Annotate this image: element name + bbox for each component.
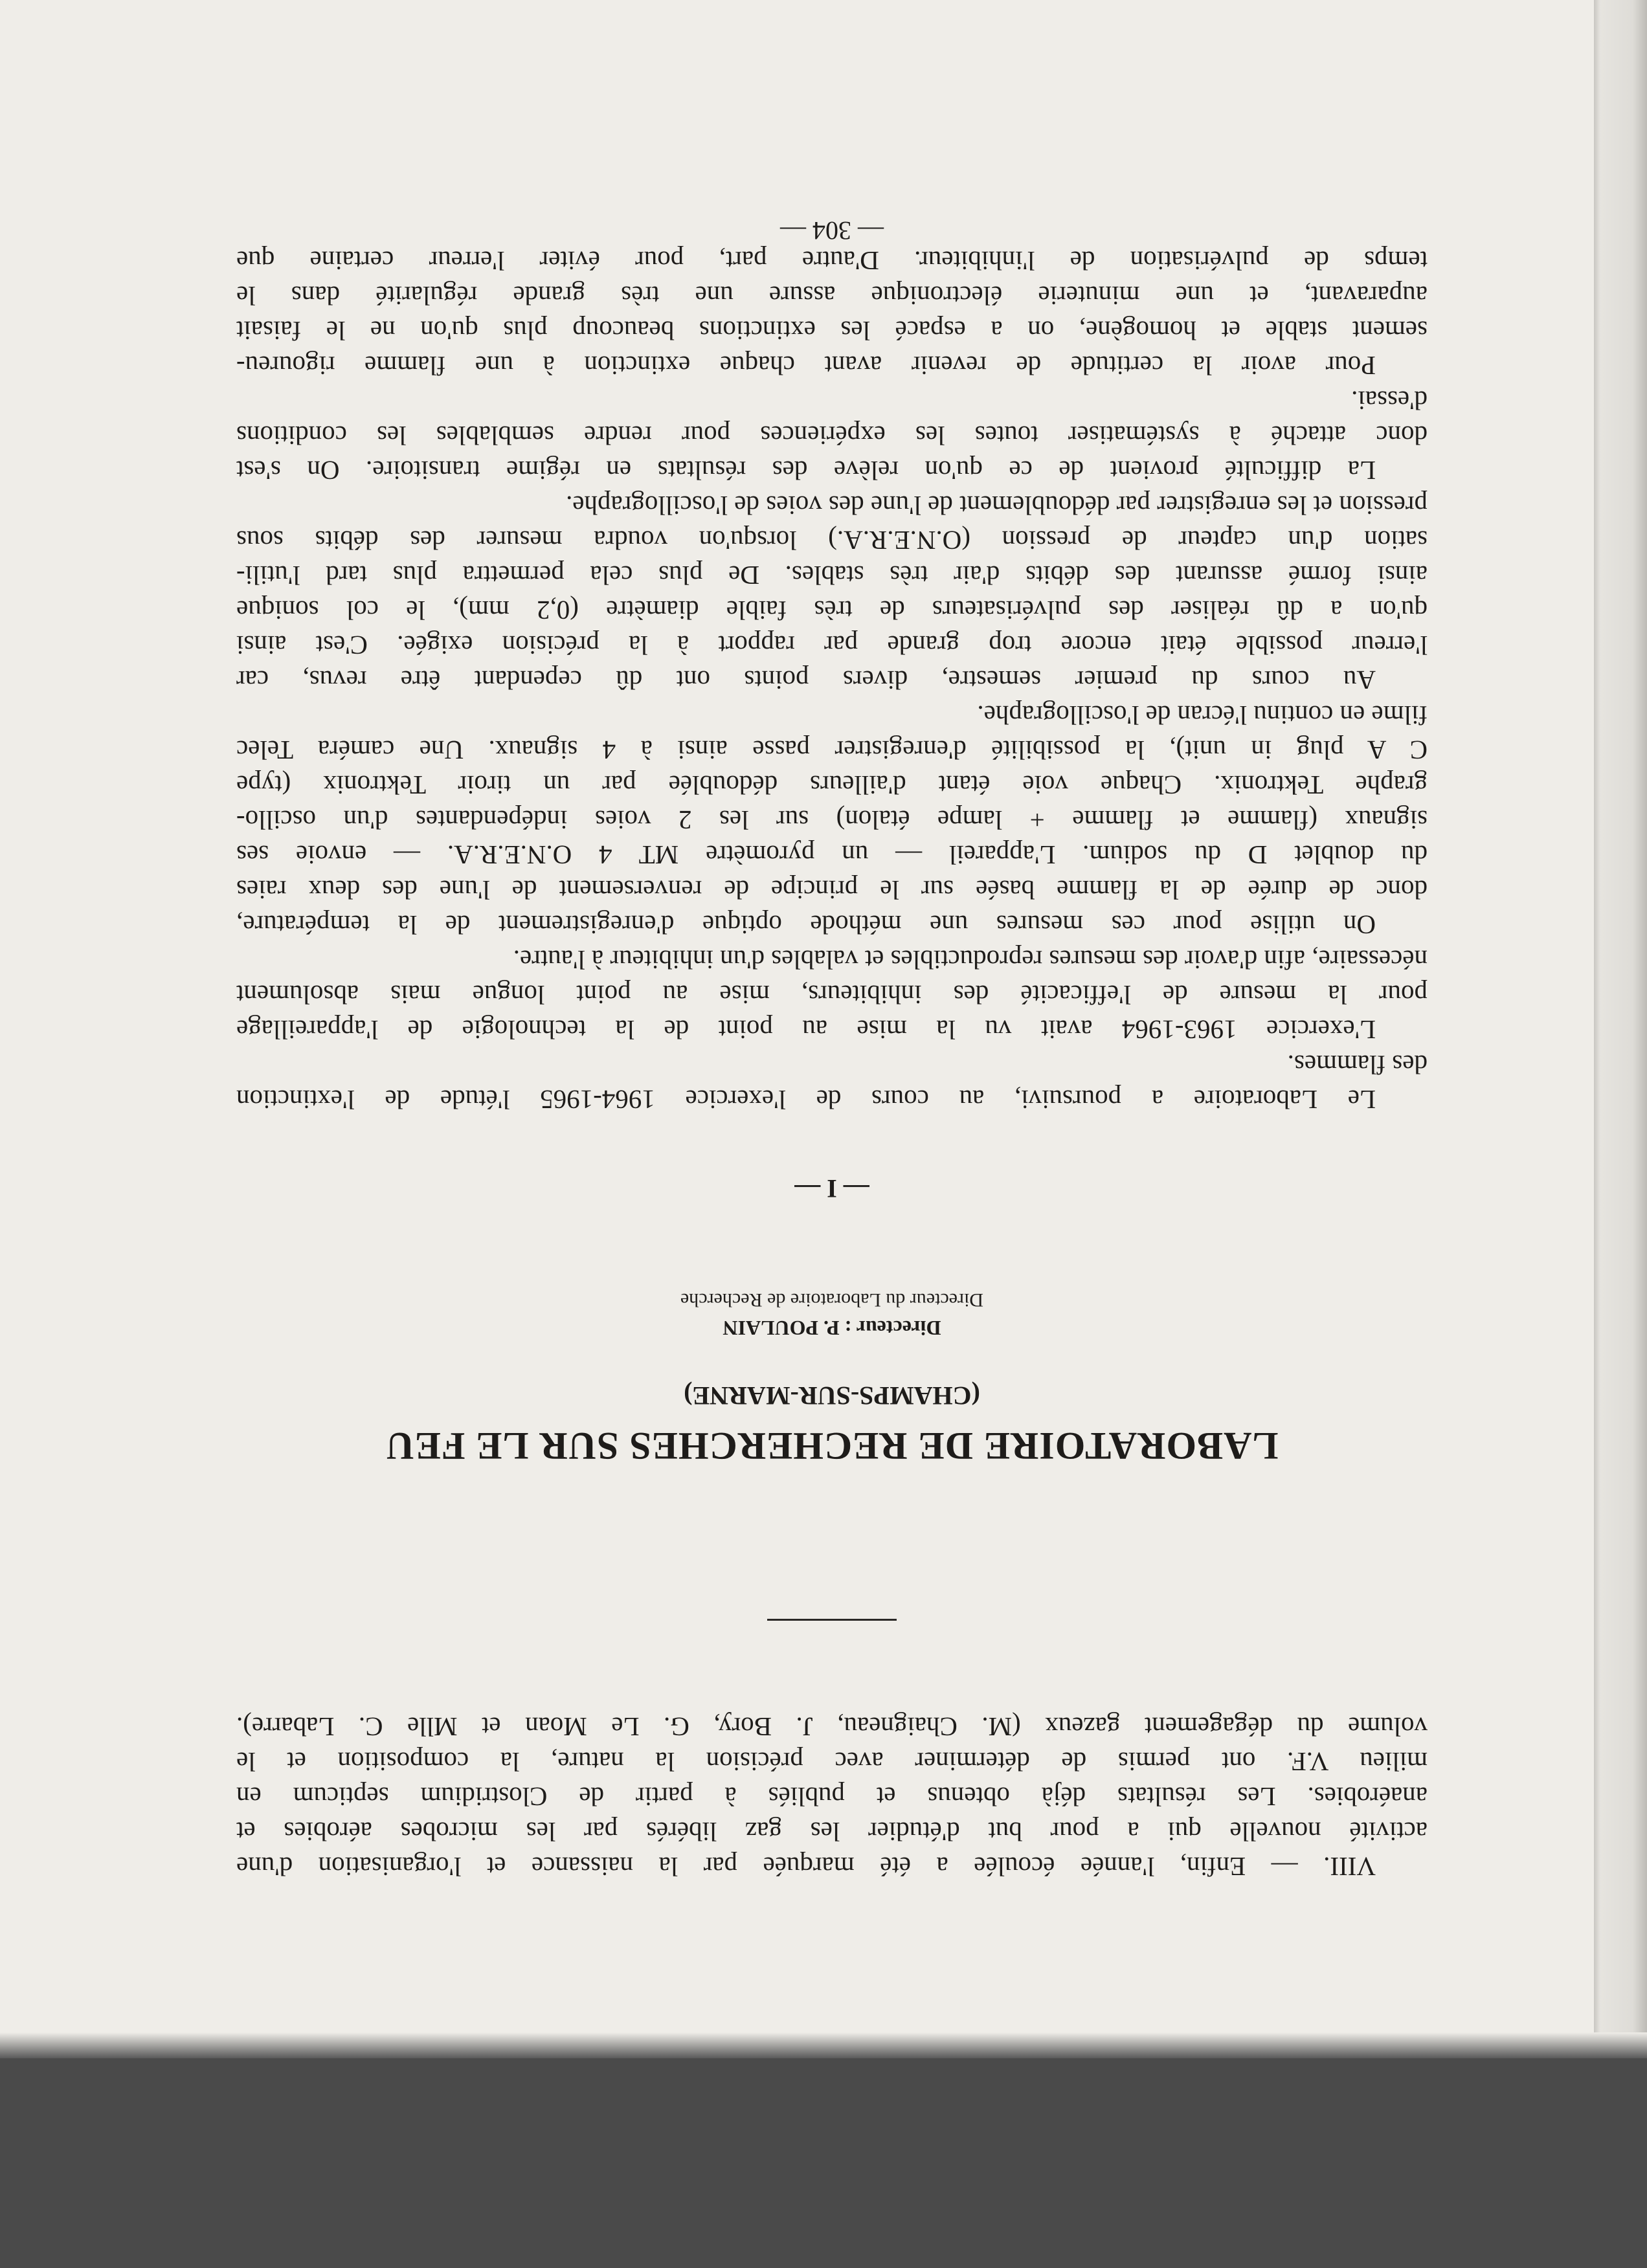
scanner-background	[0, 2032, 1647, 2058]
page-number: — 304 —	[780, 216, 884, 245]
text-line: signaux (flamme et flamme + lampe étalon) sur les 2 voies indépendantes d'un oscillo-	[236, 805, 1428, 835]
text-line: On utilise pour ces mesures une méthode optique d'enregistrement de la température,	[236, 910, 1376, 940]
text-line: ainsi formé assurant des débits d'air très stables. De plus cela permettra plus tard l'utili-	[236, 561, 1428, 590]
text-line: L'exercice 1963-1964 avait vu la mise au point de la technologie de l'appareillage	[236, 1015, 1376, 1045]
text-line: Le Laboratoire a poursuivi, au cours de l'exercice 1964-1965 l'étude de l'extinction	[236, 1085, 1376, 1115]
text-line: nécessaire, afin d'avoir des mesures reproductibles et valables d'un inhibiteur à l'autre.	[513, 945, 1428, 975]
text-line: La difficulté provient de ce qu'on relève des résultats en régime transitoire. On s'est	[236, 456, 1376, 485]
paragraph	[236, 698, 1428, 942]
text-line: qu'on a dû réaliser des pulvérisateurs de très faible diamètre (0,2 mm), le col sonique	[236, 595, 1428, 625]
text-line: du doublet D du sodium. L'appareil — un pyromètre MT 4 O.N.E.R.A. — envoie ses	[236, 840, 1428, 870]
text-line: des flammes.	[1287, 1050, 1428, 1080]
text-line: Au cours du premier semestre, divers points ont dû cependant être revus, car	[236, 665, 1376, 695]
text-line: filme en continu l'écran de l'oscillographe.	[977, 700, 1428, 730]
text-line: l'erreur possible était encore trop grande par rapport à la précision exigée. C'est ainsi	[236, 630, 1428, 660]
paragraph	[236, 942, 1428, 1047]
intro-paragraph	[236, 1709, 1428, 1884]
text-line: Pour avoir la certitude de revenir avant chaque extinction à une flamme rigoureu-	[236, 351, 1376, 381]
page-content-rotated	[236, 207, 1428, 1903]
text-line: volume du dégagement gazeux (M. Chaigneau, J. Bory, G. Le Moan et Mlle C. Labarre).	[236, 1712, 1428, 1742]
page-edge	[1594, 0, 1647, 2049]
text-line: temps de pulvérisation de l'inhibiteur. D'autre part, pour éviter l'erreur certaine que	[236, 246, 1428, 276]
paragraph	[236, 1047, 1428, 1117]
text-line: auparavant, et une minuterie électronique assure une très grande régularité dans le	[236, 281, 1428, 311]
text-line: pour la mesure de l'efficacité des inhibiteurs, mise au point longue mais absolument	[236, 980, 1428, 1010]
director-role: Directeur du Laboratoire de Recherche	[680, 1289, 984, 1311]
text-line: d'essai.	[1351, 386, 1428, 416]
section-title: LABORATOIRE DE RECHERCHES SUR LE FEU	[385, 1425, 1279, 1467]
text-line: sation d'un capteur de pression (O.N.E.R.A.) lorsqu'on voudra mesurer des débits sous	[236, 526, 1428, 555]
text-line: activité nouvelle qui a pour but d'étudier les gaz libérés par les microbes aérobies et	[236, 1817, 1428, 1847]
paragraph	[236, 243, 1428, 383]
text-line: pression et les enregistrer par dédoublement de l'une des voies de l'oscillographe.	[566, 491, 1428, 520]
paragraph	[236, 383, 1428, 488]
text-line: donc de durée de la flamme basée sur le principe de renversement de l'une des deux raies	[236, 875, 1428, 905]
separator-rule	[767, 1619, 897, 1621]
paragraph	[236, 488, 1428, 698]
text-line: sement stable et homogène, on a espacé les extinctions beaucoup plus qu'on ne le faisait	[236, 316, 1428, 346]
section-number: — I —	[794, 1174, 869, 1203]
text-line: donc attaché à systématiser toutes les expériences pour rendre semblables les conditions	[236, 421, 1428, 450]
text-line: C A plug in unit), la possibilité d'enregistrer passe ainsi à 4 signaux. Une caméra Telec	[236, 735, 1428, 765]
text-line: milieu V.F. ont permis de déterminer avec précision la nature, la composition et le	[236, 1747, 1428, 1777]
director-name: Directeur : P. POULAIN	[723, 1317, 941, 1340]
location-subtitle: (CHAMPS-SUR-MARNE)	[684, 1381, 980, 1410]
body-text	[236, 243, 1428, 1117]
text-line: graphe Tektronix. Chaque voie étant d'ailleurs dédoublée par un tiroir Tektronix (type	[236, 770, 1428, 800]
text-line: VIII. — Enfin, l'année écoulée a été marquée par la naissance et l'organisation d'une	[236, 1852, 1376, 1882]
text-line: anaérobies. Les résultats déjà obtenus et publiés à partir de Clostridium septicum en	[236, 1782, 1428, 1812]
